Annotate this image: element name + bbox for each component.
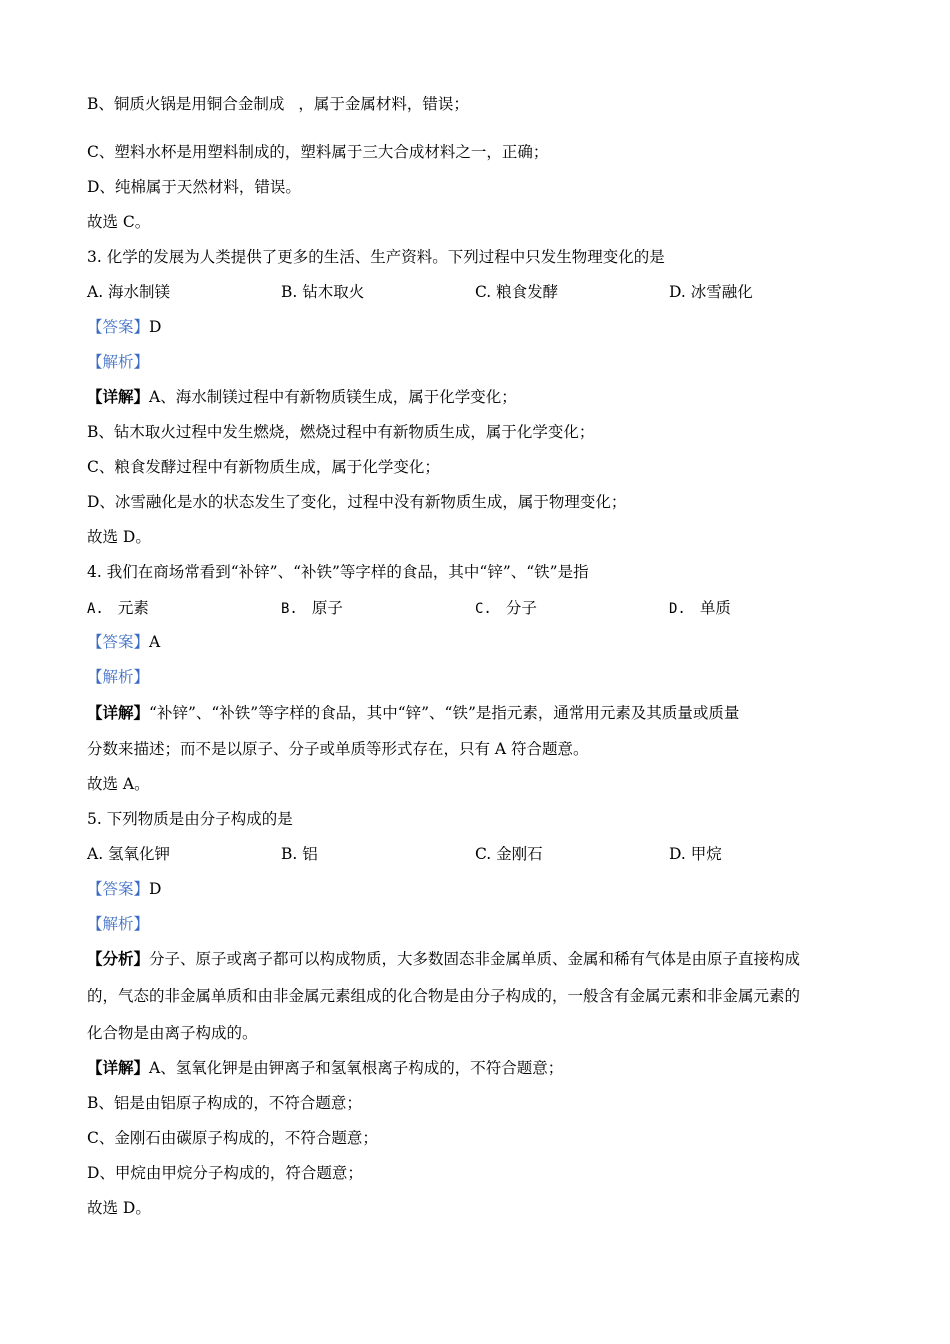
q5-detail-a: 【详解】A、氢氧化钾是由钾离子和氢氧根离子构成的，不符合题意；	[87, 1058, 564, 1077]
answer-value: A	[149, 633, 161, 651]
q4-option-a: A. 元素	[87, 599, 149, 617]
q3-option-d: D. 冰雪融化	[669, 283, 753, 301]
q3-detail-b: B、钻木取火过程中发生燃烧，燃烧过程中有新物质生成，属于化学变化；	[87, 423, 595, 441]
q4-question: 4. 我们在商场常看到“补锌”、“补铁”等字样的食品，其中“锌”、“铁”是指	[87, 563, 589, 581]
q5-fenxi-line1: 【分析】分子、原子或离子都可以构成物质，大多数固态非金属单质、金属和稀有气体是由原子直接构成	[87, 949, 801, 968]
q5-options	[87, 844, 867, 864]
q3-options	[87, 282, 867, 302]
q3-final-choice: 故选 D。	[87, 528, 151, 546]
answer-value: D	[149, 880, 162, 898]
q5-fenxi-line3: 化合物是由离子构成的。	[87, 1024, 258, 1042]
q3-question: 3. 化学的发展为人类提供了更多的生活、生产资料。下列过程中只发生物理变化的是	[87, 248, 665, 266]
q3-analysis-tag: 【解析】	[87, 353, 150, 371]
q5-detail-d: D、甲烷由甲烷分子构成的，符合题意；	[87, 1164, 363, 1182]
q2-option-c-explanation: C、塑料水杯是用塑料制成的，塑料属于三大合成材料之一，正确；	[87, 143, 549, 161]
q5-option-c: C. 金刚石	[475, 845, 543, 863]
q5-detail-b: B、铝是由铝原子构成的，不符合题意；	[87, 1094, 362, 1112]
q2-option-d-explanation: D、纯棉属于天然材料，错误。	[87, 178, 301, 196]
q3-detail-d: D、冰雪融化是水的状态发生了变化，过程中没有新物质生成，属于物理变化；	[87, 493, 627, 511]
q5-analysis-tag: 【解析】	[87, 915, 150, 933]
q3-option-b: B. 钻木取火	[281, 283, 365, 301]
q3-option-c: C. 粮食发酵	[475, 283, 559, 301]
q5-question: 5. 下列物质是由分子构成的是	[87, 810, 293, 828]
q4-detail-line2: 分数来描述；而不是以原子、分子或单质等形式存在，只有 A 符合题意。	[87, 740, 589, 758]
q4-answer	[87, 632, 160, 652]
q4-final-choice: 故选 A。	[87, 775, 150, 793]
q4-analysis-tag: 【解析】	[87, 668, 150, 686]
q5-fenxi-line2: 的，气态的非金属单质和由非金属元素组成的化合物是由分子构成的，一般含有金属元素和非金属元素的	[87, 987, 801, 1005]
detail-tag: 【详解】	[87, 387, 150, 406]
q5-final-choice: 故选 D。	[87, 1199, 151, 1217]
q4-option-d: D. 单质	[669, 599, 731, 617]
q3-detail-a: 【详解】A、海水制镁过程中有新物质镁生成，属于化学变化；	[87, 387, 517, 406]
q5-answer	[87, 879, 161, 899]
q4-option-b: B. 原子	[281, 599, 343, 617]
q5-option-d: D. 甲烷	[669, 845, 722, 863]
q3-option-a: A. 海水制镁	[87, 283, 171, 301]
answer-tag: 【答案】	[87, 880, 150, 898]
q3-answer	[87, 317, 161, 337]
detail-tag: 【详解】	[87, 1058, 150, 1077]
answer-value: D	[149, 318, 162, 336]
detail-tag: 【详解】	[87, 703, 150, 722]
q5-option-b: B. 铝	[281, 845, 318, 863]
q4-options	[87, 598, 867, 618]
answer-tag: 【答案】	[87, 633, 150, 651]
answer-tag: 【答案】	[87, 318, 150, 336]
q3-detail-c: C、粮食发酵过程中有新物质生成，属于化学变化；	[87, 458, 440, 476]
q5-option-a: A. 氢氧化钾	[87, 845, 171, 863]
q5-detail-c: C、金刚石由碳原子构成的，不符合题意；	[87, 1129, 378, 1147]
q2-option-b-explanation: B、铜质火锅是用铜合金制成 ，属于金属材料，错误；	[87, 95, 469, 113]
q4-option-c: C. 分子	[475, 599, 537, 617]
q4-detail-line1: 【详解】“补锌”、“补铁”等字样的食品，其中“锌”、“铁”是指元素，通常用元素及其质量或质量	[87, 703, 740, 722]
q2-final-choice: 故选 C。	[87, 213, 151, 231]
fenxi-tag: 【分析】	[87, 949, 150, 968]
